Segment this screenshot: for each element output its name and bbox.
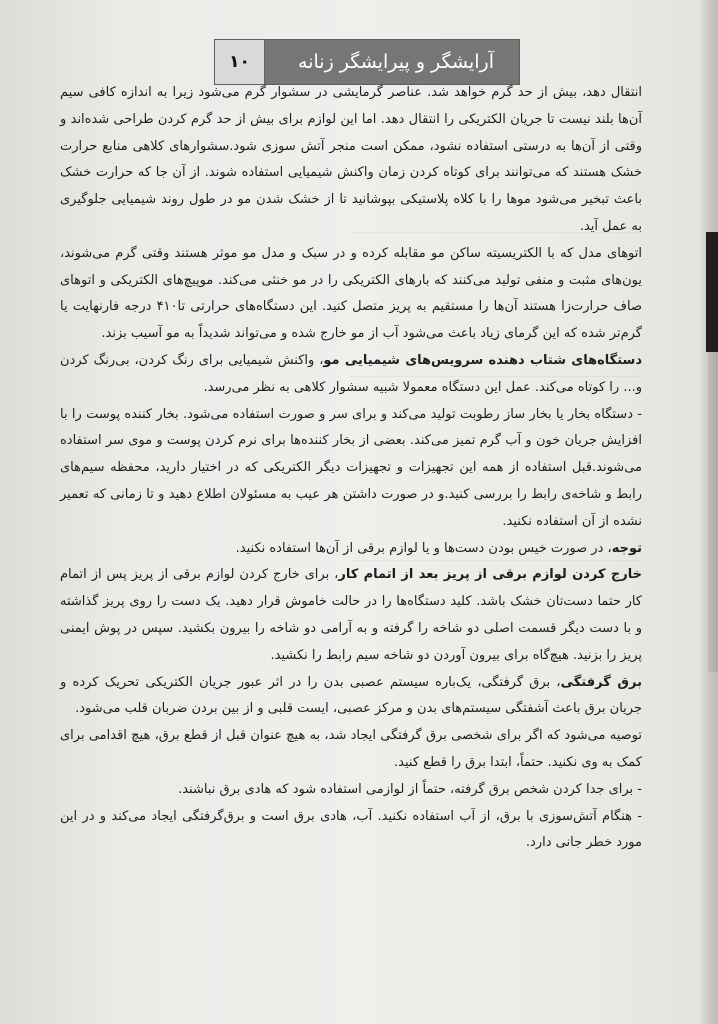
side-index-tab <box>706 232 718 352</box>
paragraph-10: - هنگام آتش‌سوزی با برق، از آب استفاده نکنید. آب، هادی برق است و برق‌گرفتگی ایجاد می‌کند و در این مورد خطر جانی دارد. <box>60 808 642 851</box>
page-number: ۱۰ <box>229 52 250 72</box>
paragraph-9: - برای جدا کردن شخص برق گرفته، حتماً از لوازمی استفاده شود که هادی برق نباشند. <box>178 781 642 797</box>
paragraph-5: توجه، در صورت خیس بودن دست‌ها و یا لوازم برقی از آن‌ها استفاده نکنید. <box>235 540 642 556</box>
page-title: آرایشگر و پیرایشگر زنانه <box>298 51 494 73</box>
page-header <box>214 39 520 85</box>
paragraph-7: برق گرفتگی، برق گرفتگی، یک‌باره سیستم عصبی بدن را در اثر عبور جریان الکتریکی تحریک کرده و جریان برق باعث آشفتگی سیستم‌های بدن و مرکز عصبی، ایست قلبی و از بین بردن ضربان قلب می‌شود. <box>60 674 642 717</box>
paragraph-4: - دستگاه بخار یا بخار ساز رطوبت تولید می‌کند و برای سر و صورت استفاده می‌شود. بخار کننده پوست را با افزایش جریان خون و آب گرم تمیز می‌کند. بعضی از بخار کننده‌ها برای نرم کردن پوست و موی سر استفاده می‌شوند.قبل استفاده از همه این تجهیزات و تجهیزات دیگر الکتریکی که در اختیار دارید، محفظه سیم‌های رابط و شاخه‌ی رابط را بررسی کنید.و در صورت داشتن هر عیب به مسئولان اطلاع دهید و تا زمانی که تعمیر نشده از آن استفاده نکنید. <box>60 406 642 529</box>
paragraph-6: خارج کردن لوازم برقی از پریز بعد از اتمام کار، برای خارج کردن لوازم برقی از پریز پس از اتمام کار حتما دست‌تان خشک باشد. کلید دستگاه‌ها را در حالت خاموش قرار دهید. یک دست را روی پریز گذاشته و با دست دیگر قسمت اصلی دو شاخه را گرفته و به آرامی دو شاخه را بیرون بکشید. سپس در پوش ایمنی پریز را بزنید. هیچ‌گاه برای بیرون آوردن دو شاخه سیم رابط را نکشید. <box>60 567 642 663</box>
paragraph-2: اتوهای مدل که با الکتریسیته ساکن مو مقابله کرده و در سبک و مدل مو موثر هستند وقتی گرم می‌شوند، یون‌های مثبت و منفی تولید می‌کنند که بارهای الکتریکی را در مو خنثی می‌کند. موپیچ‌های الکتریکی و اتوهای صاف حرارت‌زا هستند آن‌ها را مستقیم به پریز متصل کنید. این دستگاه‌های حرارتی تا۴۱۰ درجه فارنهایت یا گرم‌تر شده که این گرمای زیاد باعث می‌شود آب از مو خارج شده و می‌تواند شدیداً به مو آسیب بزند. <box>60 245 642 342</box>
paragraph-1: انتقال دهد، بیش از حد گرم خواهد شد. عناصر گرمایشی در سشوار گرم می‌شود زیرا به اندازه کافی سیم آن‌ها بلند نیست تا جریان الکتریکی را انتقال دهد. اما این لوازم برای بیش از حد گرم کردن طراحی شده‌اند و وقتی از آن‌ها به درستی استفاده نشود، ممکن است منجر آتش سوزی شود.سشوارهای کلاهی منابع حرارت خشک هستند که می‌توانند برای کوتاه کردن زمان واکنش شیمیایی استفاده شوند. از آن جا که حرارت خشک باعث تبخیر می‌شود موها را با کلاه پلاستیکی بپوشانید تا از خشک شدن مو در طول روند شیمیایی جلوگیری به عمل آید. <box>60 85 642 234</box>
page-number-box <box>215 40 265 84</box>
paragraph-8: توصیه می‌شود که اگر برای شخصی برق گرفتگی ایجاد شد، به هیچ عنوان قبل از قطع برق، هیچ اقدامی برای کمک به وی نکنید. حتماً، ابتدا برق را قطع کنید. <box>60 728 642 770</box>
side-margin-shadow <box>708 352 718 672</box>
body-text <box>60 80 642 950</box>
paragraph-3: دستگاه‌های شتاب دهنده سرویس‌های شیمیایی مو، واکنش شیمیایی برای رنگ کردن، بی‌رنگ کردن و... را کوتاه می‌کند. عمل این دستگاه معمولا شبیه سشوار کلاهی به نظر می‌رسد. <box>60 352 642 395</box>
